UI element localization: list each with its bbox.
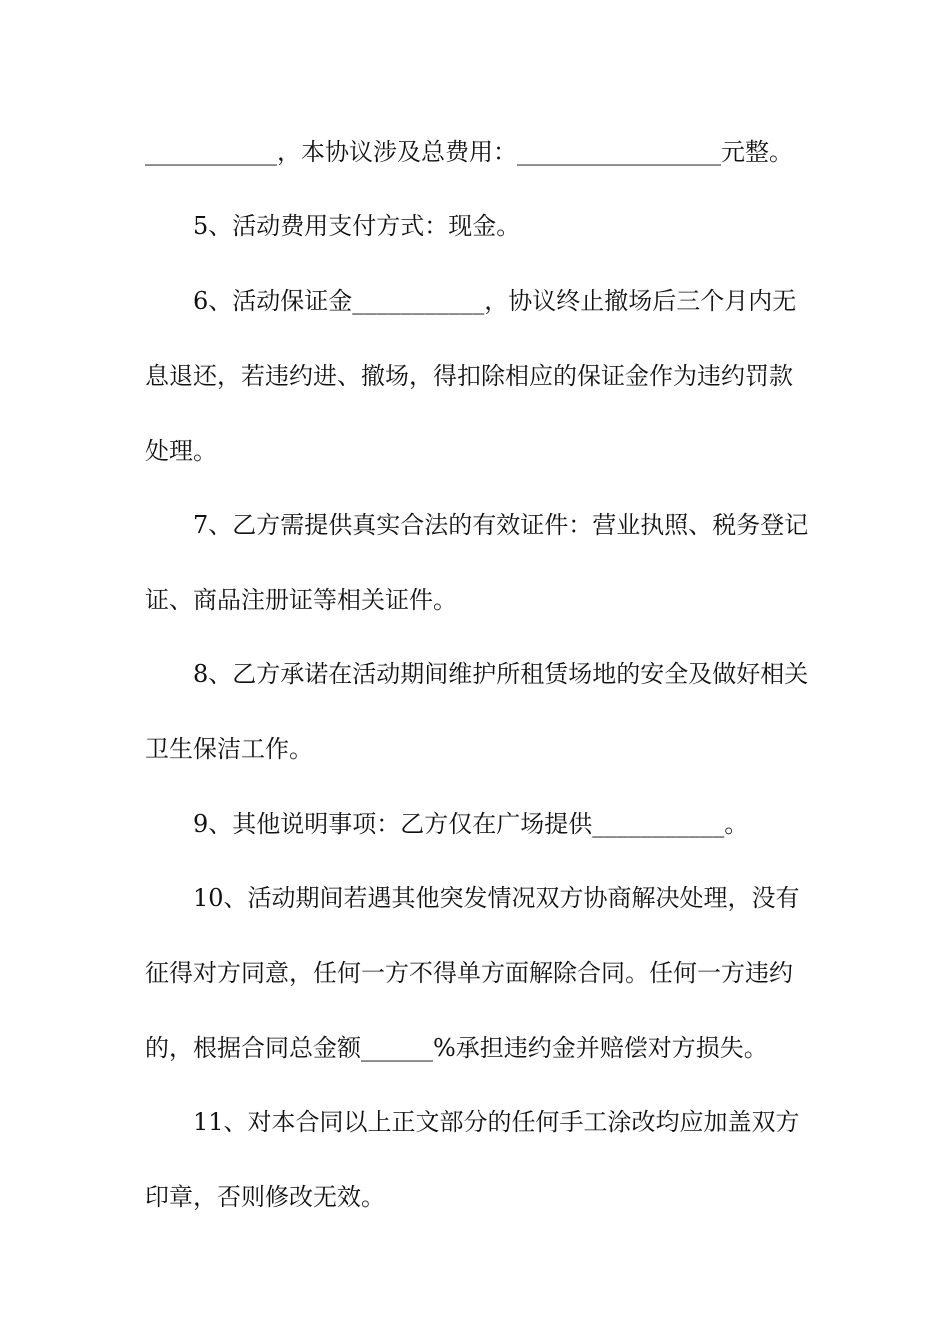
text-line: 征得对方同意，任何一方不得单方面解除合同。任何一方违约: [145, 959, 793, 987]
text-line: 卫生保洁工作。: [145, 735, 313, 763]
text-line: 证、商品注册证等相关证件。: [145, 586, 457, 614]
text-line: 息退还，若违约进、撤场，得扣除相应的保证金作为违约罚款: [145, 362, 793, 390]
text-line: ___________，本协议涉及总费用：_________________元整。: [145, 138, 793, 166]
clause-8: 8、乙方承诺在活动期间维护所租赁场地的安全及做好相关: [193, 660, 809, 688]
text-line: 的，根据合同总金额______%承担违约金并赔偿对方损失。: [145, 1034, 768, 1062]
clause-11: 11、对本合同以上正文部分的任何手工涂改均应加盖双方: [193, 1108, 800, 1136]
clause-5: 5、活动费用支付方式：现金。: [193, 212, 521, 240]
clause-7: 7、乙方需提供真实合法的有效证件：营业执照、税务登记: [193, 511, 809, 539]
clause-9: 9、其他说明事项：乙方仅在广场提供___________。: [193, 810, 749, 838]
text-line: 处理。: [145, 437, 217, 465]
clause-6: 6、活动保证金___________，协议终止撤场后三个月内无: [193, 287, 797, 315]
text-line: 印章，否则修改无效。: [145, 1183, 385, 1211]
clause-10: 10、活动期间若遇其他突发情况双方协商解决处理，没有: [193, 884, 800, 912]
